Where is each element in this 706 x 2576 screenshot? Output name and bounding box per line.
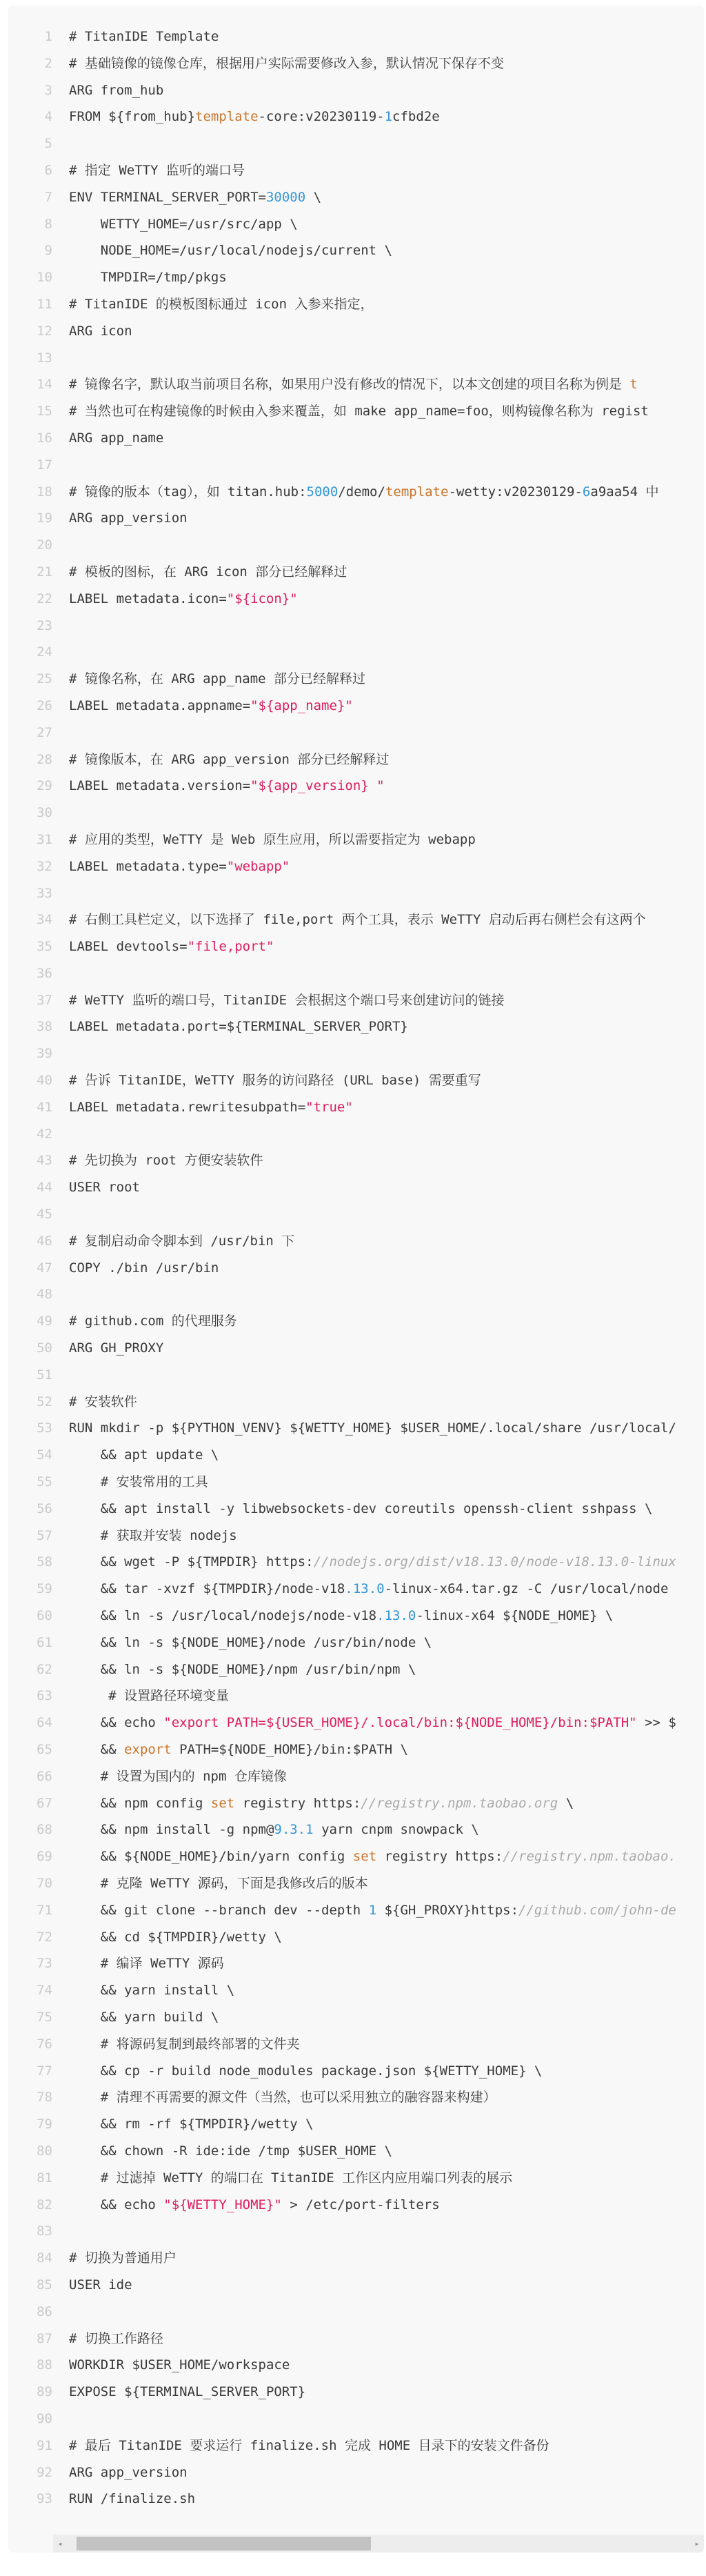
line-number: 30 [37, 805, 52, 821]
line-number: 85 [37, 2277, 52, 2292]
line-number: 88 [37, 2357, 52, 2373]
code-line [8, 264, 704, 291]
code-line [8, 1950, 704, 1977]
code-line [8, 880, 704, 907]
code-text: # 切换工作路径 [69, 2330, 163, 2346]
code-line [8, 987, 704, 1014]
line-number: 29 [37, 778, 52, 794]
code-line [8, 1736, 704, 1763]
code-text: COPY ./bin /usr/bin [69, 1260, 219, 1276]
code-line [8, 2406, 704, 2433]
code-text: LABEL devtools="file,port" [69, 939, 274, 955]
line-number: 73 [37, 1956, 52, 1972]
line-number: 16 [37, 430, 52, 446]
line-number: 13 [37, 350, 52, 366]
code-line [8, 1094, 704, 1121]
line-number: 31 [37, 831, 52, 847]
line-number: 71 [37, 1902, 52, 1918]
code-text: && chown -R ide:ide /tmp $USER_HOME \ [69, 2143, 392, 2159]
line-number: 74 [37, 1983, 52, 1999]
code-line [8, 933, 704, 960]
code-text: && export PATH=${NODE_HOME}/bin:$PATH \ [69, 1742, 408, 1757]
code-text: # 基础镜像的镜像仓库，根据用户实际需要修改入参，默认情况下保存不变 [69, 55, 504, 71]
code-text: && npm config set registry https://registry.npm.taobao.org \ [69, 1795, 574, 1811]
code-text: LABEL metadata.version="${app_version} " [69, 778, 385, 794]
code-text: # 获取并安装 nodejs [69, 1527, 237, 1543]
code-text: LABEL metadata.icon="${icon}" [69, 591, 298, 606]
code-text: # 最后 TitanIDE 要求运行 finalize.sh 完成 HOME 目录下的安装文件备份 [69, 2437, 549, 2453]
code-text: # 安装常用的工具 [69, 1474, 208, 1490]
code-line [8, 1013, 704, 1040]
code-line [8, 505, 704, 532]
code-text: EXPOSE ${TERMINAL_SERVER_PORT} [69, 2384, 306, 2400]
line-number: 34 [37, 912, 52, 928]
code-text: && wget -P ${TMPDIR} https://nodejs.org/dist/v18.13.0/node-v18.13.0-linux [69, 1554, 676, 1570]
code-text: # 将源码复制到最终部署的文件夹 [69, 2036, 300, 2052]
line-number: 32 [37, 858, 52, 874]
line-number: 21 [37, 564, 52, 579]
line-number: 41 [37, 1099, 52, 1115]
code-line [8, 1201, 704, 1228]
line-number: 40 [37, 1073, 52, 1089]
code-line [8, 613, 704, 640]
code-text: && cp -r build node_modules package.json ${WETTY_HOME} \ [69, 2063, 543, 2079]
code-text: # TitanIDE Template [69, 29, 219, 44]
code-line [8, 1442, 704, 1469]
code-line [8, 1174, 704, 1201]
code-line [8, 1228, 704, 1255]
code-text: && git clone --branch dev --depth 1 ${GH_PROXY}https://github.com/john-de [69, 1902, 676, 1918]
line-number: 28 [37, 751, 52, 767]
code-line [8, 1977, 704, 2004]
code-text: # 镜像版本，在 ARG app_version 部分已经解释过 [69, 751, 390, 767]
code-line [8, 1523, 704, 1549]
code-line [8, 853, 704, 880]
code-line [8, 2272, 704, 2299]
code-line [8, 1629, 704, 1656]
code-text: # 告诉 TitanIDE，WeTTY 服务的访问路径 (URL base) 需要重写 [69, 1073, 481, 1089]
code-line [8, 345, 704, 372]
code-line [8, 2459, 704, 2486]
code-text: # 克隆 WeTTY 源码，下面是我修改后的版本 [69, 1875, 368, 1891]
code-text: # 应用的类型，WeTTY 是 Web 原生应用，所以需要指定为 webapp [69, 831, 476, 847]
code-line [8, 77, 704, 104]
code-line [8, 425, 704, 452]
code-text: ARG app_version [69, 2464, 188, 2480]
line-number: 63 [37, 1688, 52, 1704]
code-line [8, 211, 704, 238]
code-line [8, 906, 704, 933]
code-text: TMPDIR=/tmp/pkgs [69, 270, 227, 286]
line-number: 5 [44, 136, 52, 152]
code-line [8, 532, 704, 559]
line-number: 43 [37, 1153, 52, 1169]
code-line [8, 1870, 704, 1897]
code-line [8, 291, 704, 318]
line-number: 57 [37, 1527, 52, 1543]
code-line [8, 103, 704, 130]
code-line [8, 746, 704, 773]
code-line [8, 2326, 704, 2352]
code-text: LABEL metadata.appname="${app_name}" [69, 697, 353, 713]
code-line [8, 1040, 704, 1067]
line-number: 49 [37, 1314, 52, 1329]
code-line [8, 452, 704, 479]
line-number: 54 [37, 1447, 52, 1463]
code-text: # 模板的图标，在 ARG icon 部分已经解释过 [69, 564, 347, 579]
code-text: # 编译 WeTTY 源码 [69, 1956, 224, 1972]
line-number: 17 [37, 457, 52, 473]
line-number: 8 [44, 216, 52, 232]
code-text: # 设置路径环境变量 [69, 1688, 230, 1704]
code-line [8, 318, 704, 345]
code-text: LABEL metadata.port=${TERMINAL_SERVER_PORT} [69, 1019, 408, 1035]
line-number: 4 [44, 109, 52, 125]
code-text: ARG app_version [69, 511, 188, 526]
code-text: && yarn install \ [69, 1983, 235, 1999]
line-number: 23 [37, 617, 52, 633]
line-number: 35 [37, 939, 52, 955]
code-line [8, 1897, 704, 1924]
code-text: WETTY_HOME=/usr/src/app \ [69, 216, 298, 232]
line-number: 55 [37, 1474, 52, 1490]
code-line [8, 130, 704, 157]
line-number: 22 [37, 591, 52, 606]
line-number: 62 [37, 1661, 52, 1677]
code-text: # 当然也可在构建镜像的时候由入参来覆盖，如 make app_name=foo，则构镜像名称为 regist [69, 404, 649, 419]
line-number: 39 [37, 1046, 52, 1062]
line-number: 81 [37, 2170, 52, 2186]
scrollbar-thumb[interactable] [77, 2537, 371, 2550]
line-number: 69 [37, 1849, 52, 1865]
code-line [8, 1710, 704, 1736]
code-text: # 指定 WeTTY 监听的端口号 [69, 162, 245, 178]
line-number: 12 [37, 323, 52, 339]
code-line [8, 371, 704, 398]
code-text: # 过滤掉 WeTTY 的端口在 TitanIDE 工作区内应用端口列表的展示 [69, 2170, 513, 2186]
code-text: # TitanIDE 的模板图标通过 icon 入参来指定， [69, 296, 374, 312]
code-line [8, 1389, 704, 1416]
line-number: 60 [37, 1608, 52, 1624]
code-text: && echo "export PATH=${USER_HOME}/.local/bin:${NODE_HOME}/bin:$PATH" >> $ [69, 1715, 676, 1731]
line-number: 45 [37, 1207, 52, 1222]
line-number: 78 [37, 2090, 52, 2106]
code-line [8, 2111, 704, 2138]
code-text: # 镜像的版本（tag），如 titan.hub:5000/demo/template-wetty:v20230129-6a9aa54 中 [69, 484, 659, 499]
line-number: 77 [37, 2063, 52, 2079]
line-number: 27 [37, 724, 52, 740]
code-line [8, 2138, 704, 2165]
code-line [8, 666, 704, 693]
code-line [8, 639, 704, 666]
line-number: 9 [44, 243, 52, 259]
code-text: # 切换为普通用户 [69, 2250, 176, 2266]
code-line [8, 1683, 704, 1710]
code-line [8, 773, 704, 800]
code-line [8, 398, 704, 425]
code-line [8, 1576, 704, 1603]
line-number: 10 [37, 270, 52, 286]
code-text: # 安装软件 [69, 1394, 137, 1409]
line-number: 68 [37, 1822, 52, 1838]
code-line [8, 1549, 704, 1576]
code-text: # 设置为国内的 npm 仓库镜像 [69, 1768, 287, 1784]
code-area [8, 6, 704, 2513]
code-text: && rm -rf ${TMPDIR}/wetty \ [69, 2117, 314, 2132]
line-number: 2 [44, 55, 52, 71]
line-number: 38 [37, 1019, 52, 1035]
code-line [8, 184, 704, 211]
code-line [8, 1255, 704, 1282]
line-number: 3 [44, 82, 52, 98]
line-number: 67 [37, 1795, 52, 1811]
code-text: ARG from_hub [69, 82, 164, 98]
code-line [8, 1656, 704, 1683]
code-text: FROM ${from_hub}template-core:v20230119-1cfbd2e [69, 109, 440, 125]
code-text: # 右侧工具栏定义，以下选择了 file,port 两个工具，表示 WeTTY 启动后再右侧栏会有这两个 [69, 912, 646, 928]
line-number: 65 [37, 1742, 52, 1757]
line-number: 36 [37, 965, 52, 981]
line-number: 42 [37, 1126, 52, 1142]
line-number: 90 [37, 2410, 52, 2426]
line-number: 75 [37, 2009, 52, 2025]
code-text: && ln -s ${NODE_HOME}/npm /usr/bin/npm \ [69, 1661, 416, 1677]
line-number: 25 [37, 671, 52, 687]
code-line [8, 559, 704, 586]
line-number: 82 [37, 2197, 52, 2212]
line-number: 50 [37, 1340, 52, 1356]
code-text: && ln -s ${NODE_HOME}/node /usr/bin/node \ [69, 1634, 432, 1650]
code-line [8, 1763, 704, 1790]
line-number: 72 [37, 1929, 52, 1945]
code-line [8, 1790, 704, 1817]
line-number: 79 [37, 2117, 52, 2132]
code-text: # 镜像名字，默认取当前项目名称，如果用户没有修改的情况下，以本文创建的项目名称为例是 t [69, 377, 638, 393]
code-line [8, 237, 704, 264]
code-text: # 先切换为 root 方便安装软件 [69, 1153, 263, 1169]
code-line [8, 1843, 704, 1870]
line-number: 59 [37, 1581, 52, 1597]
code-line [8, 1335, 704, 1362]
line-number: 80 [37, 2143, 52, 2159]
line-number: 48 [37, 1287, 52, 1302]
code-text: && apt update \ [69, 1447, 219, 1463]
code-line [8, 1469, 704, 1496]
line-number: 19 [37, 511, 52, 526]
line-number: 1 [44, 29, 52, 44]
code-line [8, 693, 704, 720]
code-line [8, 1147, 704, 1174]
code-line [8, 1281, 704, 1308]
line-number: 87 [37, 2330, 52, 2346]
line-number: 64 [37, 1715, 52, 1731]
code-line [8, 2218, 704, 2245]
scrollbar-track[interactable] [67, 2535, 690, 2553]
code-text: && ${NODE_HOME}/bin/yarn config set registry https://registry.npm.taobao. [69, 1849, 676, 1865]
code-text: # 镜像名称，在 ARG app_name 部分已经解释过 [69, 671, 366, 687]
line-number: 86 [37, 2303, 52, 2319]
code-line [8, 1067, 704, 1094]
code-line [8, 479, 704, 506]
line-number: 52 [37, 1394, 52, 1409]
code-text: && yarn build \ [69, 2009, 219, 2025]
code-line [8, 2433, 704, 2459]
line-number: 44 [37, 1180, 52, 1196]
code-line [8, 2379, 704, 2406]
line-number: 14 [37, 377, 52, 393]
line-number: 6 [44, 162, 52, 178]
line-number: 37 [37, 992, 52, 1008]
line-number: 46 [37, 1233, 52, 1249]
code-line [8, 50, 704, 77]
line-number: 7 [44, 189, 52, 205]
code-line [8, 586, 704, 613]
code-text: ARG app_name [69, 430, 164, 446]
code-line [8, 2486, 704, 2513]
code-line [8, 826, 704, 853]
line-number: 15 [37, 404, 52, 419]
line-number: 26 [37, 697, 52, 713]
code-line [8, 2165, 704, 2192]
code-text: && echo "${WETTY_HOME}" > /etc/port-filters [69, 2197, 440, 2212]
code-text: LABEL metadata.type="webapp" [69, 858, 290, 874]
line-number: 92 [37, 2464, 52, 2480]
line-number: 84 [37, 2250, 52, 2266]
code-line [8, 1415, 704, 1442]
code-text: # github.com 的代理服务 [69, 1314, 237, 1329]
line-number: 51 [37, 1367, 52, 1383]
line-number: 66 [37, 1768, 52, 1784]
scroll-right-arrow[interactable]: ▸ [694, 2539, 700, 2548]
line-number: 83 [37, 2223, 52, 2239]
line-number: 91 [37, 2437, 52, 2453]
code-text: && apt install -y libwebsockets-dev coreutils openssh-client sshpass \ [69, 1500, 653, 1516]
code-text: ARG GH_PROXY [69, 1340, 164, 1356]
code-line [8, 1924, 704, 1951]
line-number: 33 [37, 885, 52, 901]
line-number: 70 [37, 1875, 52, 1891]
code-line [8, 1603, 704, 1629]
code-line [8, 2352, 704, 2379]
code-text: RUN /finalize.sh [69, 2491, 196, 2507]
code-line [8, 157, 704, 184]
code-line [8, 800, 704, 826]
code-text: # 复制启动命令脚本到 /usr/bin 下 [69, 1233, 295, 1249]
line-number: 89 [37, 2384, 52, 2400]
code-text: && npm install -g npm@9.3.1 yarn cnpm snowpack \ [69, 1822, 479, 1838]
code-text: RUN mkdir -p ${PYTHON_VENV} ${WETTY_HOME} $USER_HOME/.local/share /usr/local/ [69, 1420, 676, 1436]
code-line [8, 23, 704, 50]
code-line [8, 720, 704, 746]
code-text: WORKDIR $USER_HOME/workspace [69, 2357, 290, 2373]
code-line [8, 1121, 704, 1148]
code-line [8, 1816, 704, 1843]
line-number: 11 [37, 296, 52, 312]
code-text: LABEL metadata.rewritesubpath="true" [69, 1099, 353, 1115]
scroll-left-arrow[interactable]: ◂ [57, 2539, 63, 2548]
line-number: 76 [37, 2036, 52, 2052]
code-line [8, 1308, 704, 1335]
code-line [8, 960, 704, 987]
code-line [8, 2084, 704, 2111]
code-line [8, 1362, 704, 1389]
code-text: ARG icon [69, 323, 132, 339]
code-line [8, 2004, 704, 2031]
line-number: 58 [37, 1554, 52, 1570]
code-text: && ln -s /usr/local/nodejs/node-v18.13.0-linux-x64 ${NODE_HOME} \ [69, 1608, 614, 1624]
code-text: USER ide [69, 2277, 132, 2292]
line-number: 18 [37, 484, 52, 499]
line-number: 61 [37, 1634, 52, 1650]
line-number: 93 [37, 2491, 52, 2507]
line-number: 53 [37, 1420, 52, 1436]
code-text: && cd ${TMPDIR}/wetty \ [69, 1929, 282, 1945]
horizontal-scrollbar[interactable] [53, 2535, 704, 2553]
code-line [8, 2058, 704, 2085]
code-line [8, 2245, 704, 2272]
code-text: # 清理不再需要的源文件（当然，也可以采用独立的融容器来构建） [69, 2090, 496, 2106]
code-block [8, 6, 704, 2553]
code-line [8, 2299, 704, 2326]
line-number: 20 [37, 537, 52, 553]
line-number: 47 [37, 1260, 52, 1276]
code-text: # WeTTY 监听的端口号，TitanIDE 会根据这个端口号来创建访问的链接 [69, 992, 505, 1008]
code-line [8, 2192, 704, 2219]
line-number: 56 [37, 1500, 52, 1516]
code-text: && tar -xvzf ${TMPDIR}/node-v18.13.0-linux-x64.tar.gz -C /usr/local/node [69, 1581, 669, 1597]
line-number: 24 [37, 644, 52, 660]
code-text: NODE_HOME=/usr/local/nodejs/current \ [69, 243, 392, 259]
code-line [8, 2031, 704, 2058]
code-text: ENV TERMINAL_SERVER_PORT=30000 \ [69, 189, 322, 205]
code-text: USER root [69, 1180, 140, 1196]
code-line [8, 1496, 704, 1523]
